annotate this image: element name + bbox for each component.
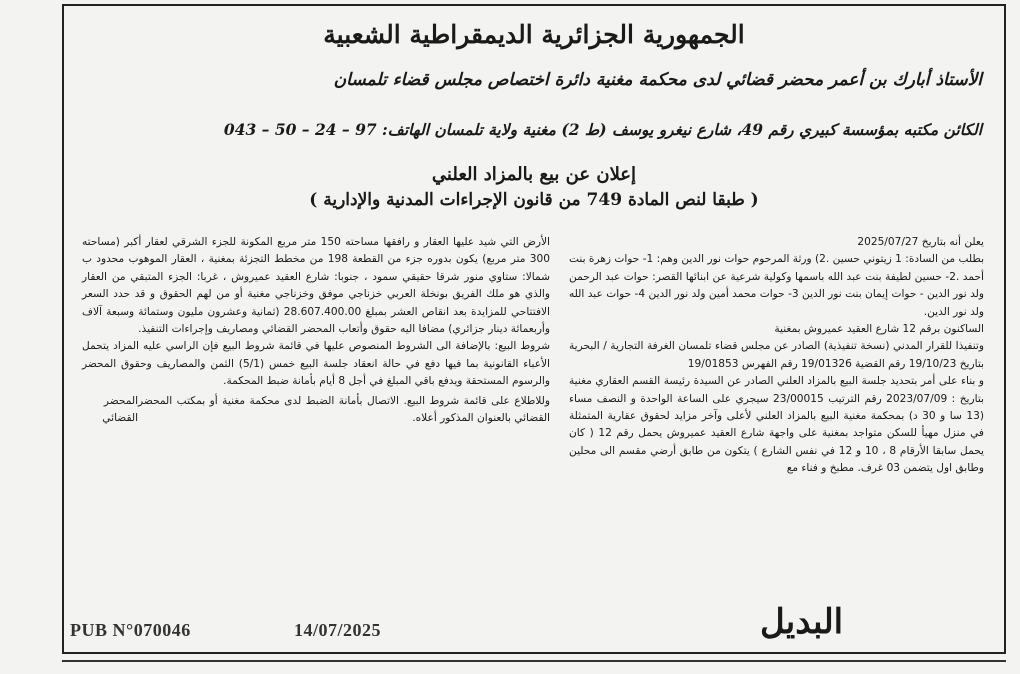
paragraph: وتنفيذا للقرار المدني (نسخة تنفيذية) الصادر عن مجلس قضاء تلمسان الغرفة التجارية / البحرية بتاريخ 19/10/23 رقم القضية 19/01326 رقم الفهرس 19/01853: [569, 340, 984, 370]
signature-label: المحضر القضائي: [102, 394, 139, 425]
paragraph: الساكنون برقم 12 شارع العقيد عميروش بمغنية: [774, 323, 984, 336]
announcement-title: إعلان عن بيع بالمزاد العلني: [431, 164, 637, 185]
announcement-subtitle: ( طبقا لنص المادة 749 من قانون الإجراءات المدنية والإدارية ): [309, 190, 759, 210]
paragraph: يعلن أنه بتاريخ 2025/07/27: [857, 236, 984, 248]
replacement-label: البديل: [760, 602, 844, 642]
announcement-frame: [62, 4, 1006, 654]
bailiff-line: الأستاذ أبارك بن أعمر محضر قضائي لدى محكمة مغنية دائرة اختصاص مجلس قضاء تلمسان: [333, 70, 982, 90]
address-line: الكائن مكتبه بمؤسسة كبيري رقم 49، شارع نيغرو يوسف (ط 2) مغنية ولاية تلمسان الهاتف: 97 – 24 – 50 – 043: [223, 120, 982, 139]
bottom-divider: [62, 660, 1006, 662]
pub-number: PUB N°070046: [70, 620, 191, 640]
paragraph: الأرض التي شيد عليها العقار و رافقها مساحته 150 متر مربع المكونة للجزء الشرقي لعقار أكبر (مساحته 300 متر مربع) يكون بدوره جزء من القطعة 198 من مخطط التجزئة بمغنية ، العقار الموهوب محدود ب شمالا: ستاوي منور شرقا حقيقي سمود ، جنوبا: شارع العقيد عميروش ، غربا: الجزء المتبقي من العقار والذي هو ملك الفريق بونخلة العربي خزناجي موفق وخزناجي مغنية أو من لهم الحقوق و قد حدد السعر الافتتاحي للمزايدة بعد انقاص العشر بمبلغ 28.607.400.00 (ثمانية وعشرون مليون وستمائة وسبعة آلاف وأربعمائة دينار جزائري) مضافا اليه حقوق وأتعاب المحضر القضائي ومصاريف وإجراءات التنفيذ.: [82, 236, 550, 336]
left-text-column: [82, 234, 550, 427]
paragraph: شروط البيع: بالإضافة الى الشروط المنصوص عليها في قائمة شروط البيع فإن الراسي عليه المزاد يتحمل الأعباء القانونية بما فيها دفع في حالة انعقاد جلسة البيع خمس (5/1) الثمن والمصاريف وحقوق المحضر والرسوم المستحقة ويدفع باقي المبلغ في أجل 8 أيام بأمانة ضبط المحكمة.: [82, 340, 551, 388]
paragraph: بطلب من السادة: 1 زيتوني حسين .2) ورثة المرحوم حوات نور الدين وهم: 1- حوات زهرة بنت أحمد .2- حسين لطيفة بنت عبد الله باسمها وكولية شرعية عن ابنائها القصر: حوات عبد الرحمن ولد نور الدين - حوات إيمان بنت نور الدين 3- حوات محمد أمين ولد نور الدين 4- حوات عبد الله ولد نور الدين.: [569, 253, 985, 318]
republic-title: الجمهورية الجزائرية الديمقراطية الشعبية: [323, 20, 745, 49]
publication-date: 14/07/2025: [294, 620, 382, 640]
paragraph: و بناء على أمر بتحديد جلسة البيع بالمزاد العلني الصادر عن السيدة رئيسة القسم العقاري مغنية بتاريخ : 2023/07/09 رقم الترتيب 23/00015 سيجري على الساعة الواحدة و النصف مساء (13 سا و 30 د) بمحكمة مغنية البيع بالمزاد العلني لأعلى وآخر مزايد لحقوق عقارية المتمثلة في منزل مهيأ للسكن متواجد بمغنية على واجهة شارع العقيد عميروش يحمل رقم 12 ( كان يحمل سابقا الأرقام 8 ، 10 و 12 في نفس الشارع ) يتكون من طابق أرضي مقسم الى محلين وطابق اول يتضمن 03 غرف. مطبخ و فناء مع: [569, 375, 984, 475]
paragraph: وللاطلاع على قائمة شروط البيع. الاتصال بأمانة الضبط لدى محكمة مغنية أو بمكتب المحضر القضائي بالعنوان المذكور أعلاه.: [138, 394, 550, 425]
closing-row: [82, 393, 550, 428]
right-text-column: [569, 234, 984, 478]
